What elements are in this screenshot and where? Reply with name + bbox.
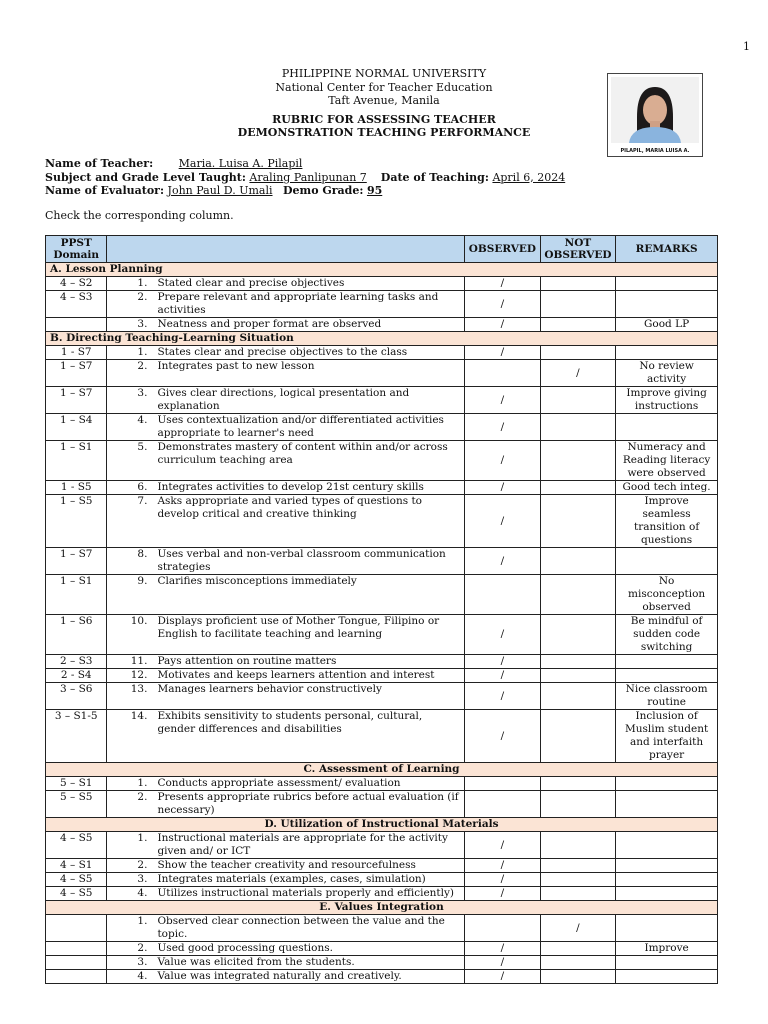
header-observed: OBSERVED: [465, 236, 541, 263]
item-number: 10.: [130, 615, 148, 627]
domain-cell: 4 – S3: [46, 291, 107, 318]
table-row: [46, 859, 718, 873]
section-title: E. Values Integration: [46, 901, 718, 915]
remarks-cell: Nice classroom routine: [616, 683, 718, 710]
item-text: Integrates materials (examples, cases, simulation): [157, 873, 426, 885]
domain-cell: [46, 956, 107, 970]
criteria-cell: [107, 291, 465, 318]
domain-cell: 1 – S4: [46, 414, 107, 441]
not-observed-cell: [540, 791, 616, 818]
observed-cell: /: [465, 683, 541, 710]
not-observed-cell: [540, 615, 616, 655]
address: Taft Avenue, Manila: [328, 94, 440, 107]
item-text: Exhibits sensitivity to students personal, cultural, gender differences and disabilities: [157, 710, 423, 735]
domain-cell: [46, 318, 107, 332]
item-number: 1.: [137, 777, 148, 789]
criteria-cell: [107, 387, 465, 414]
teacher-info: [45, 157, 565, 198]
not-observed-cell: [540, 548, 616, 575]
not-observed-cell: [540, 710, 616, 763]
item-text: Show the teacher creativity and resourcefulness: [157, 859, 416, 871]
remarks-cell: Improve seamless transition of questions: [616, 495, 718, 548]
criteria-cell: [107, 318, 465, 332]
table-row: [46, 387, 718, 414]
not-observed-cell: [540, 277, 616, 291]
item-number: 5.: [137, 441, 148, 453]
grade-value: 95: [366, 184, 383, 197]
item-text: Displays proficient use of Mother Tongue, Filipino or English to facilitate teaching and learning: [157, 615, 440, 640]
criteria-cell: [107, 887, 465, 901]
center-name: National Center for Teacher Education: [275, 80, 493, 94]
domain-cell: 4 – S5: [46, 832, 107, 859]
observed-cell: /: [465, 318, 541, 332]
not-observed-cell: [540, 777, 616, 791]
domain-cell: 1 – S7: [46, 360, 107, 387]
item-number: 13.: [130, 683, 148, 695]
teacher-photo: [607, 73, 703, 157]
item-number: 4.: [137, 887, 148, 899]
not-observed-cell: [540, 669, 616, 683]
not-observed-cell: [540, 832, 616, 859]
observed-cell: /: [465, 277, 541, 291]
section-title: C. Assessment of Learning: [46, 763, 718, 777]
criteria-cell: [107, 791, 465, 818]
criteria-cell: [107, 548, 465, 575]
criteria-cell: [107, 710, 465, 763]
domain-cell: 1 - S5: [46, 481, 107, 495]
criteria-cell: [107, 414, 465, 441]
observed-cell: [465, 575, 541, 615]
item-number: 1.: [137, 832, 148, 844]
criteria-cell: [107, 859, 465, 873]
domain-cell: 1 – S6: [46, 615, 107, 655]
criteria-cell: [107, 655, 465, 669]
remarks-cell: Numeracy and Reading literacy were observed: [616, 441, 718, 481]
not-observed-cell: [540, 859, 616, 873]
item-text: States clear and precise objectives to the class: [157, 346, 408, 358]
criteria-cell: [107, 873, 465, 887]
table-row: [46, 441, 718, 481]
title-line-2: DEMONSTRATION TEACHING PERFORMANCE: [237, 126, 531, 139]
not-observed-cell: [540, 441, 616, 481]
criteria-cell: [107, 346, 465, 360]
observed-cell: /: [465, 832, 541, 859]
not-observed-cell: [540, 942, 616, 956]
remarks-cell: No misconception observed: [616, 575, 718, 615]
item-number: 2.: [137, 859, 148, 871]
table-row: [46, 548, 718, 575]
observed-cell: /: [465, 346, 541, 360]
observed-cell: /: [465, 387, 541, 414]
table-row: [46, 495, 718, 548]
item-number: 2.: [137, 942, 148, 954]
table-row: [46, 777, 718, 791]
domain-cell: 1 – S7: [46, 387, 107, 414]
not-observed-cell: [540, 318, 616, 332]
observed-cell: /: [465, 414, 541, 441]
teacher-label: Name of Teacher:: [45, 157, 154, 170]
evaluator-value: John Paul D. Umali: [167, 184, 273, 197]
item-text: Conducts appropriate assessment/ evaluation: [157, 777, 401, 789]
remarks-cell: [616, 859, 718, 873]
section-title: A. Lesson Planning: [46, 263, 718, 277]
header-domain: PPST Domain: [46, 236, 107, 263]
grade-label: Demo Grade:: [283, 184, 364, 197]
table-row: [46, 970, 718, 984]
table-row: [46, 575, 718, 615]
remarks-cell: [616, 548, 718, 575]
observed-cell: /: [465, 669, 541, 683]
title-line-1: RUBRIC FOR ASSESSING TEACHER: [272, 112, 496, 126]
section-row: [46, 332, 718, 346]
evaluator-label: Name of Evaluator:: [45, 184, 165, 197]
photo-caption: PILAPIL, MARIA LUISA A.: [620, 148, 690, 154]
observed-cell: [465, 791, 541, 818]
date-label: Date of Teaching:: [380, 170, 489, 184]
criteria-cell: [107, 481, 465, 495]
item-number: 2.: [137, 291, 148, 303]
item-number: 12.: [130, 669, 148, 681]
domain-cell: 4 – S5: [46, 873, 107, 887]
table-row: [46, 942, 718, 956]
item-text: Value was integrated naturally and creatively.: [157, 970, 402, 982]
not-observed-cell: [540, 956, 616, 970]
not-observed-cell: [540, 481, 616, 495]
domain-cell: 5 – S1: [46, 777, 107, 791]
observed-cell: /: [465, 441, 541, 481]
item-number: 11.: [130, 655, 148, 667]
table-row: [46, 683, 718, 710]
domain-cell: 1 - S7: [46, 346, 107, 360]
item-text: Uses contextualization and/or differentiated activities appropriate to learner's need: [157, 414, 444, 439]
not-observed-cell: [540, 970, 616, 984]
item-number: 8.: [137, 548, 148, 560]
not-observed-cell: [540, 346, 616, 360]
table-row: [46, 669, 718, 683]
item-text: Stated clear and precise objectives: [157, 277, 345, 289]
section-title: D. Utilization of Instructional Materials: [46, 818, 718, 832]
not-observed-cell: [540, 655, 616, 669]
criteria-cell: [107, 777, 465, 791]
observed-cell: /: [465, 887, 541, 901]
table-row: [46, 346, 718, 360]
remarks-cell: [616, 873, 718, 887]
remarks-cell: [616, 956, 718, 970]
section-row: [46, 818, 718, 832]
criteria-cell: [107, 360, 465, 387]
table-row: [46, 277, 718, 291]
observed-cell: /: [465, 710, 541, 763]
remarks-cell: [616, 414, 718, 441]
item-number: 3.: [137, 318, 148, 330]
item-text: Observed clear connection between the value and the topic.: [157, 915, 445, 940]
domain-cell: [46, 915, 107, 942]
criteria-cell: [107, 277, 465, 291]
criteria-cell: [107, 495, 465, 548]
item-text: Clarifies misconceptions immediately: [157, 575, 357, 587]
header-remarks: REMARKS: [616, 236, 718, 263]
criteria-cell: [107, 669, 465, 683]
domain-cell: 4 – S1: [46, 859, 107, 873]
not-observed-cell: [540, 873, 616, 887]
instruction-text: Check the corresponding column.: [45, 209, 234, 222]
domain-cell: 3 – S1-5: [46, 710, 107, 763]
item-text: Value was elicited from the students.: [157, 956, 355, 968]
item-text: Asks appropriate and varied types of questions to develop critical and creative thinking: [157, 495, 422, 520]
item-number: 14.: [130, 710, 148, 722]
not-observed-cell: /: [540, 360, 616, 387]
table-row: [46, 360, 718, 387]
page-number: 1: [743, 40, 750, 53]
date-value: April 6, 2024: [492, 170, 566, 184]
remarks-cell: [616, 791, 718, 818]
header-not-observed: NOT OBSERVED: [540, 236, 616, 263]
item-number: 4.: [137, 970, 148, 982]
item-number: 7.: [137, 495, 148, 507]
table-row: [46, 887, 718, 901]
header-criteria: [107, 236, 465, 263]
table-row: [46, 791, 718, 818]
observed-cell: /: [465, 495, 541, 548]
criteria-cell: [107, 575, 465, 615]
criteria-cell: [107, 832, 465, 859]
remarks-cell: Good tech integ.: [616, 481, 718, 495]
remarks-cell: Inclusion of Muslim student and interfaith prayer: [616, 710, 718, 763]
section-row: [46, 263, 718, 277]
not-observed-cell: [540, 575, 616, 615]
remarks-cell: [616, 915, 718, 942]
not-observed-cell: /: [540, 915, 616, 942]
remarks-cell: Good LP: [616, 318, 718, 332]
subject-value: Araling Panlipunan 7: [249, 170, 367, 184]
table-row: [46, 915, 718, 942]
item-text: Uses verbal and non-verbal classroom communication strategies: [157, 548, 446, 573]
domain-cell: 2 - S4: [46, 669, 107, 683]
criteria-cell: [107, 970, 465, 984]
item-text: Prepare relevant and appropriate learning tasks and activities: [157, 291, 439, 316]
university-name: PHILIPPINE NORMAL UNIVERSITY: [281, 67, 487, 80]
not-observed-cell: [540, 387, 616, 414]
item-number: 1.: [137, 346, 148, 358]
table-row: [46, 615, 718, 655]
remarks-cell: [616, 277, 718, 291]
observed-cell: /: [465, 615, 541, 655]
not-observed-cell: [540, 887, 616, 901]
item-number: 6.: [137, 481, 148, 493]
table-header-row: [46, 236, 718, 263]
domain-cell: [46, 970, 107, 984]
not-observed-cell: [540, 291, 616, 318]
rubric-table: [45, 235, 718, 984]
item-text: Instructional materials are appropriate for the activity given and/ or ICT: [157, 832, 448, 857]
item-text: Utilizes instructional materials properly and efficiently): [157, 887, 455, 899]
criteria-cell: [107, 956, 465, 970]
teacher-value: Maria. Luisa A. Pilapil: [178, 157, 303, 170]
section-title: B. Directing Teaching-Learning Situation: [46, 332, 718, 346]
remarks-cell: [616, 655, 718, 669]
item-text: Motivates and keeps learners attention and interest: [157, 669, 435, 681]
domain-cell: 1 – S7: [46, 548, 107, 575]
criteria-cell: [107, 441, 465, 481]
table-row: [46, 291, 718, 318]
observed-cell: /: [465, 942, 541, 956]
observed-cell: [465, 777, 541, 791]
domain-cell: [46, 942, 107, 956]
item-number: 3.: [137, 873, 148, 885]
remarks-cell: [616, 970, 718, 984]
item-number: 1.: [137, 915, 148, 927]
remarks-cell: Improve giving instructions: [616, 387, 718, 414]
remarks-cell: No review activity: [616, 360, 718, 387]
domain-cell: 5 – S5: [46, 791, 107, 818]
section-row: [46, 901, 718, 915]
domain-cell: 4 – S5: [46, 887, 107, 901]
item-text: Integrates activities to develop 21st century skills: [157, 481, 424, 493]
remarks-cell: [616, 887, 718, 901]
observed-cell: [465, 360, 541, 387]
remarks-cell: [616, 832, 718, 859]
observed-cell: /: [465, 956, 541, 970]
not-observed-cell: [540, 683, 616, 710]
section-row: [46, 763, 718, 777]
domain-cell: 4 – S2: [46, 277, 107, 291]
item-text: Gives clear directions, logical presentation and explanation: [157, 387, 410, 412]
remarks-cell: [616, 346, 718, 360]
remarks-cell: [616, 669, 718, 683]
observed-cell: /: [465, 548, 541, 575]
item-number: 3.: [137, 387, 148, 399]
table-row: [46, 414, 718, 441]
observed-cell: /: [465, 481, 541, 495]
subject-label: Subject and Grade Level Taught:: [45, 170, 246, 184]
table-row: [46, 873, 718, 887]
table-row: [46, 956, 718, 970]
item-number: 2.: [137, 360, 148, 372]
domain-cell: 2 – S3: [46, 655, 107, 669]
domain-cell: 3 – S6: [46, 683, 107, 710]
item-text: Integrates past to new lesson: [157, 360, 315, 372]
domain-cell: 1 – S1: [46, 441, 107, 481]
criteria-cell: [107, 615, 465, 655]
remarks-cell: [616, 777, 718, 791]
remarks-cell: [616, 291, 718, 318]
evaluator-line: [45, 184, 565, 198]
domain-cell: 1 – S5: [46, 495, 107, 548]
subject-line: [45, 171, 565, 185]
item-text: Used good processing questions.: [157, 942, 333, 954]
item-text: Manages learners behavior constructively: [157, 683, 382, 695]
criteria-cell: [107, 942, 465, 956]
observed-cell: /: [465, 859, 541, 873]
observed-cell: /: [465, 873, 541, 887]
portrait-image: [611, 77, 699, 143]
not-observed-cell: [540, 495, 616, 548]
item-number: 3.: [137, 956, 148, 968]
item-text: Pays attention on routine matters: [157, 655, 337, 667]
criteria-cell: [107, 915, 465, 942]
item-text: Presents appropriate rubrics before actual evaluation (if necessary): [157, 791, 459, 816]
table-row: [46, 481, 718, 495]
item-number: 1.: [137, 277, 148, 289]
observed-cell: /: [465, 291, 541, 318]
item-number: 4.: [137, 414, 148, 426]
domain-cell: 1 – S1: [46, 575, 107, 615]
table-row: [46, 832, 718, 859]
criteria-cell: [107, 683, 465, 710]
table-row: [46, 655, 718, 669]
teacher-line: [45, 157, 565, 171]
item-text: Demonstrates mastery of content within and/or across curriculum teaching area: [157, 441, 448, 466]
item-number: 2.: [137, 791, 148, 803]
observed-cell: [465, 915, 541, 942]
observed-cell: /: [465, 655, 541, 669]
item-text: Neatness and proper format are observed: [157, 318, 382, 330]
item-number: 9.: [137, 575, 148, 587]
remarks-cell: Improve: [616, 942, 718, 956]
table-row: [46, 710, 718, 763]
remarks-cell: Be mindful of sudden code switching: [616, 615, 718, 655]
observed-cell: /: [465, 970, 541, 984]
not-observed-cell: [540, 414, 616, 441]
table-row: [46, 318, 718, 332]
